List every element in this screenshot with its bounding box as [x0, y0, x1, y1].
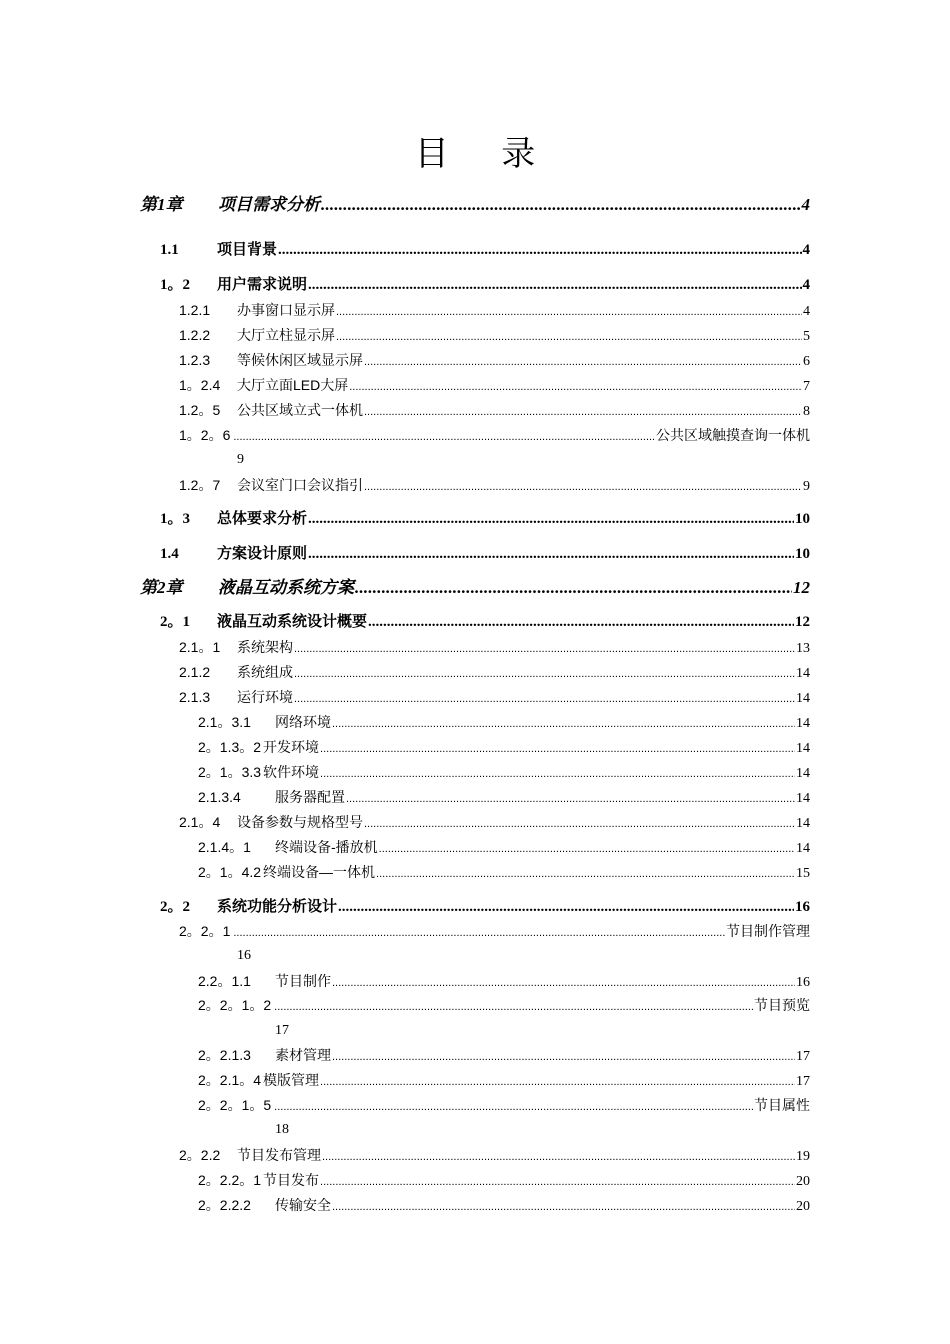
toc-section[interactable] — [160, 900, 810, 915]
toc-number: 1。2 — [160, 277, 191, 293]
toc-leader — [349, 382, 802, 393]
toc-subsection[interactable] — [179, 353, 810, 369]
toc-title: 节目预览 — [754, 997, 810, 1013]
toc-leader — [294, 694, 795, 705]
toc-leader — [294, 669, 795, 680]
toc-subsubsection[interactable] — [198, 865, 810, 881]
toc-number: 1。3 — [160, 511, 191, 527]
toc-title: 系统架构 — [237, 639, 293, 655]
toc-page: 16 — [237, 948, 251, 963]
toc-number: 2。2。1。2 — [198, 997, 272, 1013]
toc-leader — [364, 407, 802, 418]
toc-subsection[interactable] — [179, 428, 810, 443]
toc-title: 模版管理 — [263, 1072, 320, 1088]
toc-page: 18 — [275, 1122, 289, 1137]
toc-page: 4 — [803, 304, 810, 319]
toc-page: 14 — [796, 716, 810, 731]
toc-subsection[interactable] — [179, 924, 810, 939]
toc-subsubsection[interactable] — [198, 1048, 810, 1064]
toc-leader — [320, 769, 795, 780]
toc-title: 网络环境 — [275, 714, 331, 730]
toc-title: 公共区域立式一体机 — [237, 402, 363, 418]
toc-title: 服务器配置 — [275, 789, 345, 805]
toc-title: 方案设计原则 — [217, 546, 308, 562]
toc-leader — [320, 744, 795, 755]
toc-page: 12 — [795, 614, 810, 630]
toc-page: 14 — [796, 791, 810, 806]
toc-title: 运行环境 — [237, 689, 293, 705]
toc-number: 2.2。1.1 — [198, 973, 251, 989]
toc-title: 传输安全 — [275, 1197, 331, 1213]
toc-number: 2.1。3.1 — [198, 714, 251, 730]
toc-title: 用户需求说明 — [217, 277, 308, 293]
toc-number: 2.1.2 — [179, 664, 211, 680]
toc-subsection[interactable] — [179, 640, 810, 656]
toc-leader — [332, 978, 795, 989]
toc-chapter[interactable] — [140, 196, 810, 213]
toc-page: 16 — [795, 899, 810, 915]
toc-leader — [322, 1152, 795, 1163]
toc-leader — [376, 869, 795, 880]
toc-leader — [336, 332, 802, 343]
toc-number: 第2章 — [140, 578, 183, 597]
toc-title: 终端设备-播放机 — [275, 839, 378, 855]
toc-number: 2.1。1 — [179, 639, 221, 655]
toc-subsection[interactable] — [179, 403, 810, 419]
toc-page: 14 — [796, 691, 810, 706]
toc-number: 1.1 — [160, 242, 179, 258]
toc-title: 总体要求分析 — [217, 511, 308, 527]
toc-page: 17 — [796, 1049, 810, 1064]
toc-number: 2。1。3.3 — [198, 764, 262, 780]
toc-number: 2。2.2。1 — [198, 1172, 262, 1188]
toc-title: 会议室门口会议指引 — [237, 477, 363, 493]
toc-number: 1.2.3 — [179, 352, 211, 368]
toc-title: 节目制作 — [275, 973, 331, 989]
toc-page: 17 — [796, 1074, 810, 1089]
toc-title: 开发环境 — [263, 739, 320, 755]
toc-page: 20 — [796, 1174, 810, 1189]
toc-page: 19 — [796, 1149, 810, 1164]
toc-number: 1。2。6 — [179, 427, 231, 443]
toc-title: 办事窗口显示屏 — [237, 302, 335, 318]
toc-page: 4 — [801, 195, 810, 214]
toc-subsection[interactable] — [179, 690, 810, 706]
toc-leader — [321, 196, 801, 213]
toc-subsection[interactable] — [179, 378, 810, 394]
toc-number: 2。2。1。5 — [198, 1097, 272, 1113]
toc-number: 2。1。4.2 — [198, 864, 262, 880]
toc-page: 9 — [237, 452, 244, 467]
toc-title: 节目属性 — [754, 1097, 810, 1113]
toc-title: 软件环境 — [263, 764, 320, 780]
toc-number: 2。2.2.2 — [198, 1197, 251, 1213]
toc-number: 2.1。4 — [179, 814, 221, 830]
toc-page: 13 — [796, 641, 810, 656]
toc-leader — [308, 278, 801, 293]
toc-subsubsection[interactable] — [198, 1173, 810, 1189]
toc-title: 大厅立柱显示屏 — [237, 327, 335, 343]
toc-subsubsection[interactable] — [198, 765, 810, 781]
toc-leader — [338, 900, 794, 915]
toc-section[interactable] — [160, 278, 810, 293]
toc-subsection[interactable] — [179, 815, 810, 831]
toc-subsubsection[interactable] — [198, 974, 810, 990]
toc-leader — [294, 644, 795, 655]
toc-subsubsection[interactable] — [198, 1198, 810, 1214]
toc-page: 5 — [803, 329, 810, 344]
toc-page: 14 — [796, 741, 810, 756]
toc-title: 等候休闲区域显示屏 — [237, 352, 363, 368]
toc-title: 素材管理 — [275, 1047, 331, 1063]
toc-title: 系统功能分析设计 — [217, 899, 338, 915]
toc-leader — [308, 547, 794, 562]
toc-page: 4 — [802, 242, 810, 258]
toc-title: 大厅立面LED大屏 — [237, 377, 349, 393]
toc-leader — [379, 844, 795, 855]
toc-leader — [274, 1102, 753, 1113]
page-title: 目 录 — [414, 136, 558, 173]
toc-section[interactable] — [160, 243, 810, 258]
toc-leader — [332, 719, 795, 730]
toc-leader — [332, 1052, 795, 1063]
toc-leader — [332, 1202, 795, 1213]
toc-section[interactable] — [160, 615, 810, 630]
toc-title: 液晶互动系统设计概要 — [217, 614, 368, 630]
toc-number: 2。1 — [160, 614, 191, 630]
toc-number: 2.1.4。1 — [198, 839, 251, 855]
toc-leader — [274, 1002, 753, 1013]
toc-number: 1.4 — [160, 546, 179, 562]
toc-leader — [233, 928, 725, 939]
toc-title: 节目发布管理 — [237, 1147, 321, 1163]
toc-title: 节目发布 — [263, 1172, 320, 1188]
toc-number: 1.2.2 — [179, 327, 211, 343]
toc-subsubsection[interactable] — [198, 1073, 810, 1089]
toc-number: 1.2。5 — [179, 402, 221, 418]
toc-page: 14 — [796, 666, 810, 681]
toc-leader — [233, 432, 655, 443]
toc-page: 17 — [275, 1023, 289, 1038]
toc-number: 2.1.3.4 — [198, 789, 241, 805]
toc-leader — [278, 243, 801, 258]
toc-page: 20 — [796, 1199, 810, 1214]
toc-page: 4 — [802, 277, 810, 293]
toc-title: 设备参数与规格型号 — [237, 814, 363, 830]
toc-leader — [346, 794, 795, 805]
toc-subsubsection[interactable] — [198, 715, 810, 731]
toc-subsection[interactable] — [179, 328, 810, 344]
toc-title: 项目需求分析 — [218, 195, 320, 214]
toc-chapter[interactable] — [140, 579, 810, 596]
toc-section[interactable] — [160, 547, 810, 562]
toc-subsection[interactable] — [179, 665, 810, 681]
toc-title: 系统组成 — [237, 664, 293, 680]
toc-number: 2。2.1。4 — [198, 1072, 262, 1088]
toc-subsubsection[interactable] — [198, 790, 810, 806]
toc-number: 2。1.3。2 — [198, 739, 262, 755]
toc-title: 液晶互动系统方案 — [218, 578, 354, 597]
toc-number: 1。2.4 — [179, 377, 221, 393]
toc-page: 10 — [795, 546, 810, 562]
toc-page: 14 — [796, 816, 810, 831]
toc-section[interactable] — [160, 512, 810, 527]
toc-page: 12 — [793, 578, 810, 597]
toc-number: 2。2.1.3 — [198, 1047, 251, 1063]
toc-page: 15 — [796, 866, 810, 881]
toc-page: 6 — [803, 354, 810, 369]
toc-leader — [320, 1077, 795, 1088]
toc-subsubsection[interactable] — [198, 840, 810, 856]
toc-leader — [355, 579, 792, 596]
toc-subsubsection[interactable] — [198, 740, 810, 756]
toc-number: 2。2。1 — [179, 923, 231, 939]
toc-leader — [336, 307, 802, 318]
toc-title: 公共区域触摸查询一体机 — [656, 427, 810, 443]
toc-subsection[interactable] — [179, 1148, 810, 1164]
toc-page: 8 — [803, 404, 810, 419]
toc-leader — [364, 819, 795, 830]
toc-number: 2。2 — [160, 899, 191, 915]
toc-title: 节目制作管理 — [726, 923, 810, 939]
toc-title: 终端设备—一体机 — [263, 864, 376, 880]
toc-subsubsection[interactable] — [198, 1098, 810, 1113]
toc-leader — [308, 512, 794, 527]
toc-subsection[interactable] — [179, 478, 810, 494]
toc-leader — [364, 357, 802, 368]
toc-subsubsection[interactable] — [198, 998, 810, 1013]
toc-number: 2。2.2 — [179, 1147, 221, 1163]
toc-number: 1.2.1 — [179, 302, 211, 318]
toc-page: 14 — [796, 841, 810, 856]
toc-page: 16 — [796, 975, 810, 990]
toc-number: 1.2。7 — [179, 477, 221, 493]
toc-page: 7 — [803, 379, 810, 394]
toc-number: 第1章 — [140, 195, 183, 214]
toc-leader — [364, 482, 802, 493]
toc-page: 9 — [803, 479, 810, 494]
toc-page: 10 — [795, 511, 810, 527]
toc-subsection[interactable] — [179, 303, 810, 319]
toc-leader — [320, 1177, 795, 1188]
toc-page: 14 — [796, 766, 810, 781]
toc-leader — [368, 615, 794, 630]
toc-title: 项目背景 — [217, 242, 278, 258]
toc-number: 2.1.3 — [179, 689, 211, 705]
